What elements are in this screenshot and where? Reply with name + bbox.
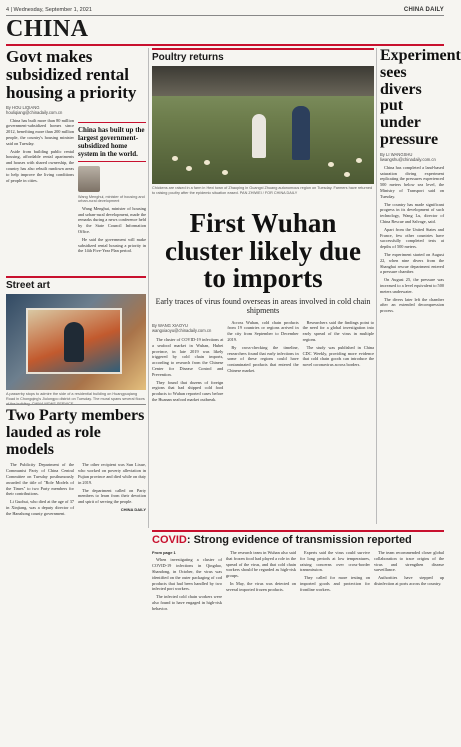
paragraph: The Publicity Department of the Communist Party of China Central Committee on Tuesday posthumously awarded the title of "Role Models of the Times" to two Party members for their contributions. [6,462,74,497]
party-headline: Two Party members lauded as role models [6,404,146,458]
paragraph: The cluster of COVID-19 infections at a seafood market in Wuhan, Hubei province, in late 2019 was likely triggered by cold chain imports, according to research from the Chinese Center for Disease Control and Prevention. [152,336,224,377]
chicken [172,156,178,161]
poultry-caption: Chickens are raised in a farm in Hexi town of Zhaoping in Guangxi Zhuang autonomous region on Tuesday. Farmers have returned to raising poultry after the epidemic situation eased. PAN ZHIWEI / FOR CHINA DAILY [152,186,373,195]
chicken [186,166,192,171]
diving-byline-name: By LI WANGSHU [380,151,413,157]
paragraph: Apart from the United States and France, few other countries have successfully completed tests at depths of 500 meters. [380,226,444,250]
paragraph: On August 25, the pressure was increased to a level equivalent to 500 meters underwater. [380,277,444,294]
wuhan-col-3 [303,320,374,405]
poultry-photo-feature [152,48,374,196]
street-art-kicker: Street art [6,276,146,291]
poultry-photo [152,66,374,184]
chicken [204,160,210,165]
paragraph: When investigating a cluster of COVID-19 infections in Qingdao, Shandong, in October, the virus was identified on the outer packaging of cod products that had been handled by two infected port workers. [152,557,222,592]
pull-quote-text: China has built up the largest government-subsidized home system in the world. [78,125,145,158]
brand-name: CHINA DAILY [403,6,444,13]
street-art-caption: A passerby stops to admire the side of a residential building on Huangpuqiang Road in Chongqing's Jiulongpo district on Tuesday. The mural spans several floors of the building. CHINA NEWS SERVICE [6,392,145,406]
wuhan-cluster-story [152,210,374,405]
paragraph: The country has made significant progress in its development of such technology, Wang Lu, director of China Rescue and Salvage, said. [380,201,444,224]
paragraph: The experiment started on August 22, when nine divers from the Shanghai rescue department entered a pressure chamber. [380,251,444,275]
govt-housing-story [6,48,146,256]
covid-col-3 [300,550,370,614]
paragraph: Wang Menghui, minister of housing and urban-rural development, made the remarks during a news conference held by the State Council Information Office. [78,205,146,234]
page-info: 4 | Wednesday, September 1, 2021 [6,6,92,13]
covid-col-1 [152,550,222,614]
diving-headline: Experiment sees divers put under pressure [380,47,461,148]
wuhan-deck: Early traces of virus found overseas in areas involved in cold chain shipments [155,296,371,315]
paragraph: The team recommended closer global collaboration to trace origins of the virus and strengthen disease surveillance. [374,550,444,573]
from-page-label: From page 1 [152,550,176,555]
worker-figure [292,106,310,160]
paragraph: Authorities have stepped up disinfection at ports across the country. [374,575,444,586]
section-title: CHINA [6,16,89,42]
wuhan-col-2 [227,320,298,405]
paragraph: Experts said the virus could survive for long periods at low temperatures, raising concerns over cross-border transmission. [300,550,370,573]
party-col-1 [6,462,74,518]
wuhan-byline-email[interactable]: wangxiaoyu@chinadaily.com.cn [152,328,212,334]
paragraph: The study was published in China CDC Weekly, providing more evidence that cold chain goods can introduce the novel coronavirus across borders. [302,344,374,368]
party-signoff: CHINA DAILY [120,506,146,512]
street-art-feature [6,276,146,407]
diving-byline-email[interactable]: liwangshu@chinadaily.com.cn [380,156,436,162]
barn-roof [152,66,374,96]
page-header [6,4,444,16]
paragraph: They found that dozens of foreign regions that had shipped cold food products to Wuhan reported cases before the Huanan seafood market outbreak. [152,379,224,402]
covid-headline-rest: : Strong evidence of transmission reported [186,534,412,546]
column-divider [148,48,149,528]
paragraph: The other recipient was Sun Lixue, who worked on poverty alleviation in Fujian province and died while on duty in 2019. [78,462,146,485]
covid-headline-prefix: COVID [152,534,187,546]
paragraph: Across Wuhan, cold chain products from 19 countries or regions arrived in the city from September to December 2019. [227,319,299,342]
party-members-story [6,404,146,519]
wuhan-byline [152,323,223,334]
paragraph: Li Guohui, who died at the age of 37 in Xinjiang, was a deputy director of the Hanzhong county government. [6,499,74,516]
diving-byline [380,152,444,162]
chicken [328,162,334,167]
worker-figure [252,114,266,158]
paragraph: They called for more testing on imported goods and protection for frontline workers. [300,575,370,592]
paragraph: Aside from building public rental housing, affordable rental apartments and houses with shared ownership, the country has also rebuilt rundown areas to help improve the living conditions of people in cities. [6,148,74,183]
diving-body [380,165,444,314]
govt-headline: Govt makes subsidized rental housing a priority [6,47,137,102]
chicken [222,170,228,175]
govt-col-1 [6,118,74,257]
mural-figure [64,322,84,362]
paragraph: In May, the virus was detected on several imported frozen products. [226,580,296,592]
covid-col-4 [374,550,444,614]
covid-col-2 [226,550,296,614]
paragraph: The department called on Party members to learn from their devotion and spirit of serving the people. [78,487,146,505]
paragraph: The research team in Wuhan also said that frozen food had played a role in the spread of the virus, and that cold chain workers should be regarded as high-risk groups. [226,550,296,579]
chicken [356,158,362,163]
covid-story [152,530,444,614]
wuhan-col-1 [152,320,223,405]
paragraph: The infected cold chain workers were also found to have engaged in high-risk behavior. [152,594,222,611]
govt-col-2 [78,206,146,254]
chicken [344,172,350,177]
pull-quote-attribution: Wang Menghui, minister of housing and urban-rural development [78,194,145,203]
pull-quote [78,122,146,162]
street-art-photo [6,294,146,390]
section-rule [6,44,444,46]
paragraph: China has completed a land-based saturation diving experiment replicating the pressures experienced 500 meters below sea level, the Ministry of Transport said on Tuesday. [380,164,444,199]
covid-headline [152,530,444,546]
paragraph: He said the government will make subsidized rental housing a priority in the 14th Five-Year Plan period. [78,236,146,254]
wuhan-headline: First Wuhan cluster likely due to imports [164,208,361,294]
column-divider [376,48,377,524]
govt-byline-name: By HOU LIQIANG [6,104,40,110]
govt-byline-email[interactable]: houliqiang@chinadaily.com.cn [6,109,63,115]
paragraph: The divers later left the chamber after an extended decompression process. [380,296,444,314]
poultry-kicker: Poultry returns [152,48,374,63]
minister-portrait [78,166,100,192]
govt-byline [6,105,146,115]
wuhan-byline-name: By WANG XIAOYU [152,322,188,328]
paragraph: China has built more than 80 million government-subsidized homes since 2012, benefiting more than 200 million people, the country's housing minister said on Tuesday. [6,117,74,146]
diving-experiment-story [380,47,461,316]
party-col-2 [78,462,146,518]
paragraph: By cross-checking the timeline, researchers found that early infections in some of these regions could have contaminated products that entered the Chinese market. [227,344,299,373]
paragraph: Researchers said the findings point to the need for a global investigation into early spread of the virus in multiple regions. [302,319,374,342]
